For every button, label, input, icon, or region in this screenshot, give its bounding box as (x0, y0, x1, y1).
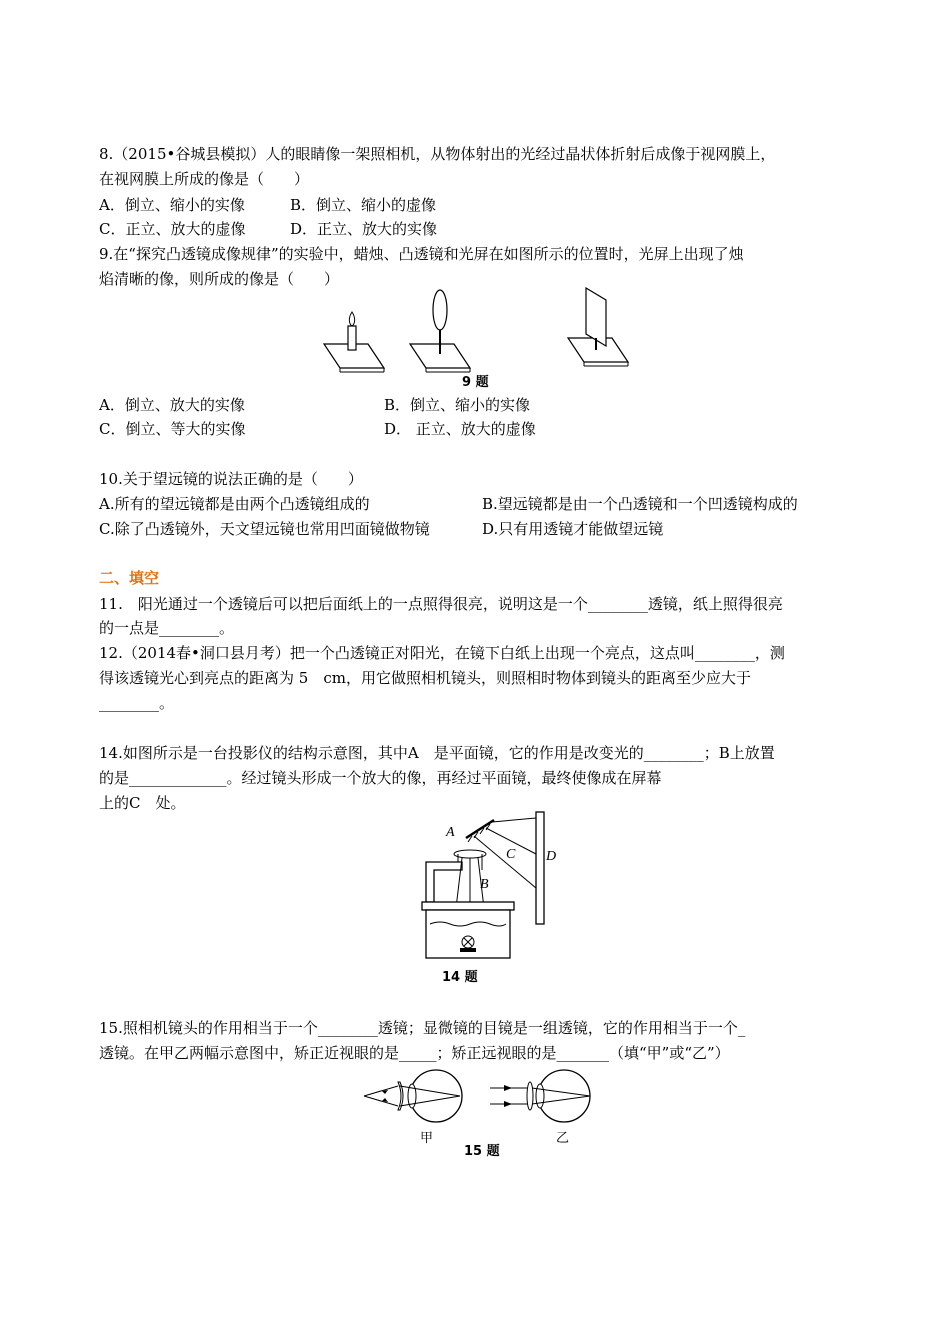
label-b: B (480, 877, 489, 892)
label-jia: 甲 (420, 1130, 434, 1144)
q15-stem-line2: 透镜。在甲乙两幅示意图中，矫正近视眼的是_____；矫正远视眼的是_______（填“甲”或“乙”） (99, 1044, 730, 1062)
section-heading-fill-in: 二、填空 (99, 569, 160, 587)
light-screen-illustration (568, 288, 628, 366)
q10-option-d: D.只有用透镜才能做望远镜 (482, 520, 664, 538)
q12-stem-line1: 12.（2014春•洞口县月考）把一个凸透镜正对阳光，在镜下白纸上出现一个亮点，这点叫________，测 (99, 644, 785, 662)
q9-option-d: D． 正立、放大的虚像 (384, 420, 536, 438)
q9-option-a: A．倒立、放大的实像 (99, 396, 245, 414)
q15-figure-caption: 15 题 (464, 1144, 500, 1159)
q8-option-a: A．倒立、缩小的实像 (99, 196, 245, 214)
projector-lens (454, 850, 486, 858)
q10-option-b: B.望远镜都是由一个凸透镜和一个凹透镜构成的 (482, 495, 798, 513)
q15-eye-correction-figure (362, 1066, 598, 1144)
eye-diagram-yi (490, 1070, 590, 1122)
q8-option-d: D．正立、放大的实像 (290, 220, 438, 238)
q14-projector-diagram (412, 808, 562, 968)
q11-stem-line1: 11. 阳光通过一个透镜后可以把后面纸上的一点照得很亮，说明这是一个________透镜，纸上照得很亮 (99, 595, 783, 613)
label-yi: 乙 (556, 1130, 570, 1144)
projection-screen (536, 812, 544, 924)
q10-option-a: A.所有的望远镜都是由两个凸透镜组成的 (99, 495, 370, 513)
q9-experiment-figure (320, 286, 640, 376)
q9-stem-line1: 9.在“探究凸透镜成像规律”的实验中，蜡烛、凸透镜和光屏在如图所示的位置时，光屏上出现了烛 (99, 245, 744, 263)
q14-figure-caption: 14 题 (442, 970, 478, 985)
plane-mirror (466, 820, 494, 838)
q9-stem-line2: 焰清晰的像，则所成的像是（ ） (99, 270, 340, 288)
q9-option-c: C．倒立、等大的实像 (99, 420, 246, 438)
q10-option-c: C.除了凸透镜外，天文望远镜也常用凹面镜做物镜 (99, 520, 430, 538)
q10-stem: 10.关于望远镜的说法正确的是（ ） (99, 470, 363, 488)
label-c: C (506, 847, 516, 862)
label-d: D (546, 849, 557, 864)
q14-stem-line2: 的是_____________。经过镜头形成一个放大的像，再经过平面镜，最终使像成在屏幕 (99, 769, 662, 787)
q9-figure-caption: 9 题 (462, 375, 489, 390)
q8-stem-line1: 8.（2015•谷城县模拟）人的眼睛像一架照相机，从物体射出的光经过晶状体折射后成像于视网膜上， (99, 145, 776, 163)
q15-stem-line1: 15.照相机镜头的作用相当于一个________透镜；显微镜的目镜是一组透镜，它的作用相当于一个_ (99, 1019, 746, 1037)
q12-stem-line3: ________。 (99, 694, 175, 712)
ray (492, 818, 536, 822)
q8-option-c: C．正立、放大的虚像 (99, 220, 246, 238)
q8-stem-line2: 在视网膜上所成的像是（ ） (99, 170, 310, 188)
q14-stem-line3: 上的C 处。 (99, 794, 186, 812)
q12-stem-line2: 得该透镜光心到亮点的距离为 5 cm，用它做照相机镜头，则照相时物体到镜头的距离至少应大于 (99, 669, 751, 687)
candle-illustration (324, 312, 384, 372)
q9-option-b: B．倒立、缩小的实像 (384, 396, 531, 414)
eye-diagram-jia (364, 1070, 462, 1122)
q14-stem-line1: 14.如图所示是一台投影仪的结构示意图，其中A 是平面镜，它的作用是改变光的________；B上放置 (99, 744, 775, 762)
q11-stem-line2: 的一点是________。 (99, 619, 235, 637)
q8-option-b: B．倒立、缩小的虚像 (290, 196, 437, 214)
convex-lens-illustration (410, 290, 470, 372)
label-a: A (446, 825, 455, 840)
